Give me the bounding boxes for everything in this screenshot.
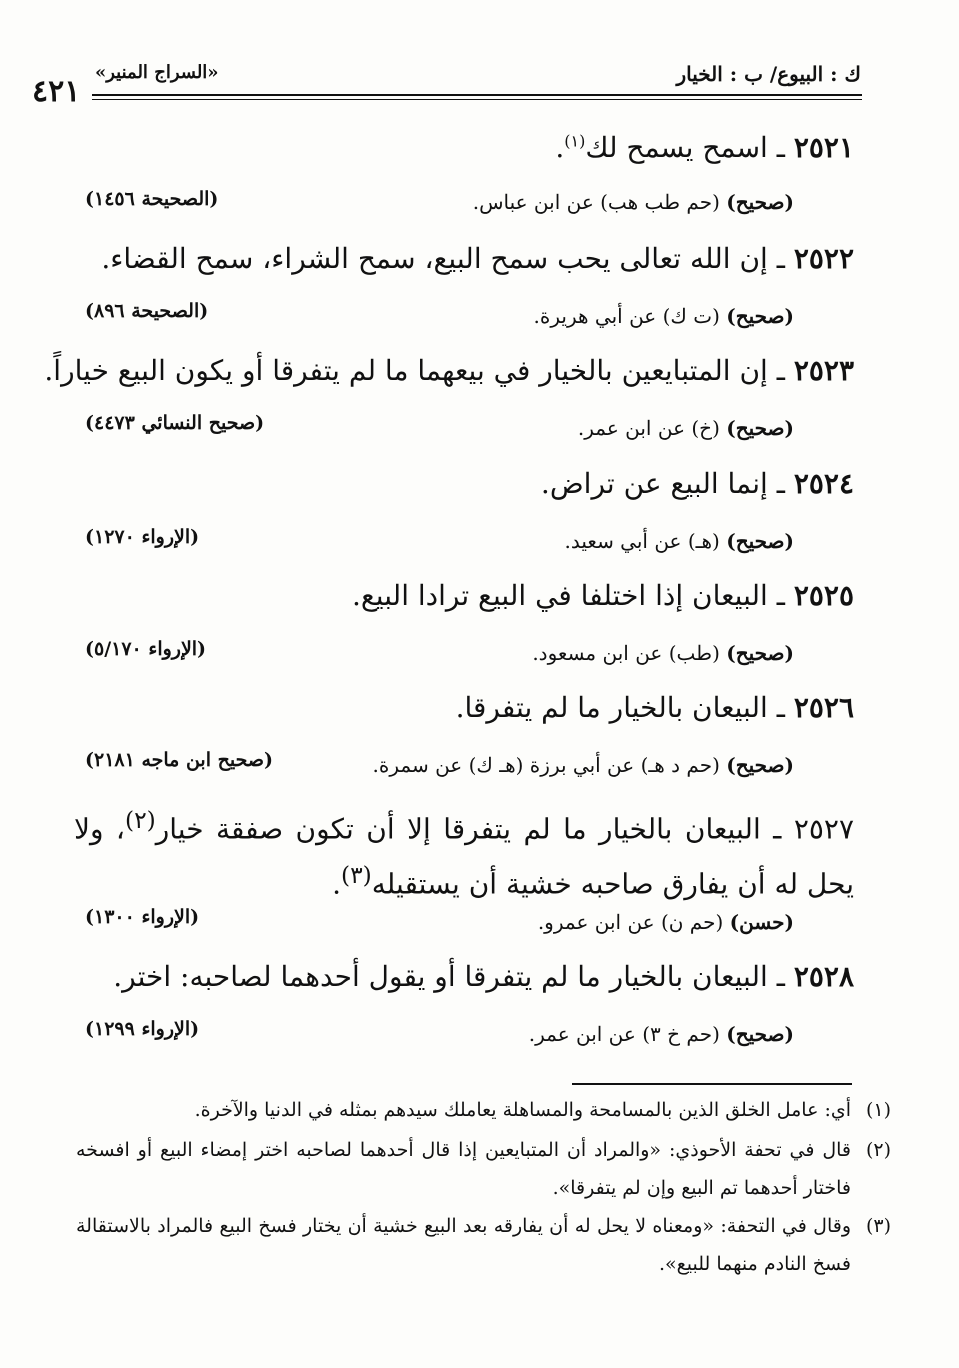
hadith-number: ٢٥٢٤ xyxy=(793,467,854,500)
footnote xyxy=(76,1131,891,1207)
hadith-body: اسمح يسمح لك xyxy=(585,131,768,164)
hadith-reference: (الصحيحة ١٤٥٦) xyxy=(85,188,219,210)
hadith-grade-line xyxy=(565,529,794,553)
header-rule xyxy=(92,94,862,96)
hadith-number: ٢٥٢٢ xyxy=(793,242,854,275)
hadith-body: إن المتبايعين بالخيار في بيعهما ما لم يتفرقا أو يكون البيع خياراً. xyxy=(44,354,768,387)
grade-label: (صحيح) xyxy=(726,304,794,328)
hadith-number: ٢٥٢٥ xyxy=(793,579,854,612)
hadith-sources: (حم طب هب) عن ابن عباس. xyxy=(472,190,720,214)
hadith-sources: (حم ن) عن ابن عمرو. xyxy=(537,910,724,934)
header-rule-thin xyxy=(92,99,862,100)
hadith-body: البيعان بالخيار ما لم يتفرقا إلا أن تكون صفقة خيار xyxy=(155,812,761,846)
footnote-separator xyxy=(572,1083,852,1085)
footnote xyxy=(76,1207,891,1283)
footnote-marker[interactable]: (٣) xyxy=(340,861,372,890)
grade-label: (حسن) xyxy=(729,910,794,934)
hadith-reference: (الإرواء ١٢٧٠) xyxy=(85,526,200,548)
hadith-sources: (هـ) عن أبي سعيد. xyxy=(564,529,720,553)
hadith-body-cont: ، ولا يحل له أن يفارق صاحبه خشية أن يستقيله xyxy=(74,812,854,901)
grade-label: (صحيح) xyxy=(726,753,794,777)
grade-label: (صحيح) xyxy=(726,1022,794,1046)
hadith-body: البيعان إذا اختلفا في البيع ترادا البيع. xyxy=(351,579,768,612)
footnote-text: أي: عامل الخلق الذين بالمسامحة والمساهلة يعاملك سيدهم بمثله في الدنيا والآخرة. xyxy=(194,1099,851,1121)
hadith-text: ٢٥٢٥ ـ البيعان إذا اختلفا في البيع ترادا البيع. xyxy=(351,579,854,612)
hadith-reference: (الإرواء ١٣٠٠) xyxy=(85,906,200,928)
footnote-marker[interactable]: (١) xyxy=(564,131,586,151)
grade-label: (صحيح) xyxy=(726,190,794,214)
hadith-text: ٢٥٢٧ ـ البيعان بالخيار ما لم يتفرقا إلا أن تكون صفقة خيار$^{(٢)}$، ولا يحل له أن يفارق صاحبه خشية أن يستقيله$^{(٣)}$. xyxy=(74,806,854,901)
hadith-number: ٢٥٢٦ xyxy=(793,691,854,724)
hadith-text: ٢٥٢٦ ـ البيعان بالخيار ما لم يتفرقا. xyxy=(455,691,854,724)
hadith-grade-line xyxy=(578,416,794,440)
hadith-body: البيعان بالخيار ما لم يتفرقا. xyxy=(455,691,768,724)
hadith-number: ٢٥٢٧ xyxy=(793,812,854,846)
hadith-text: ٢٥٢٣ ـ إن المتبايعين بالخيار في بيعهما ما لم يتفرقا أو يكون البيع خياراً. xyxy=(44,354,854,387)
footnote-number: (٢) xyxy=(865,1139,891,1161)
hadith-text: ٢٥٢١ ـ اسمح يسمح لك$^{(١)}$. xyxy=(555,131,854,164)
hadith-grade-line xyxy=(373,753,794,777)
hadith-grade-line xyxy=(529,1022,794,1046)
hadith-sources: (حم د هـ) عن أبي برزة (هـ ك) عن سمرة. xyxy=(372,753,720,777)
footnote-marker[interactable]: (٢) xyxy=(124,806,156,834)
hadith-grade-line xyxy=(532,641,794,665)
running-header-chapter: ك : البيوع/ ب : الخيار xyxy=(676,62,861,86)
page-number: ٤٢١ xyxy=(32,74,81,109)
hadith-sources: (ت ك) عن أبي هريرة. xyxy=(533,304,720,328)
footnote xyxy=(76,1091,891,1129)
hadith-number: ٢٥٢٨ xyxy=(793,960,854,993)
hadith-grade-line xyxy=(534,304,794,328)
footnote-text: قال في تحفة الأحوذي: «والمراد أن المتبايعين إذا قال أحدهما لصاحبه اختر إمضاء البيع أو افسخه فاختار أحدهما تم البيع وإن لم يتفرقا». xyxy=(76,1139,851,1199)
hadith-reference: (الصحيحة ٨٩٦) xyxy=(85,300,209,322)
footnote-number: (١) xyxy=(865,1099,891,1121)
running-header-book-title: «السراج المنير» xyxy=(95,62,219,83)
footnote-number: (٣) xyxy=(865,1215,891,1237)
grade-label: (صحيح) xyxy=(726,416,794,440)
hadith-reference: (الإرواء ١٢٩٩) xyxy=(85,1018,200,1040)
hadith-number: ٢٥٢١ xyxy=(793,131,854,164)
hadith-text: ٢٥٢٨ ـ البيعان بالخيار ما لم يتفرقا أو يقول أحدهما لصاحبه: اختر. xyxy=(113,960,854,993)
grade-label: (صحيح) xyxy=(726,529,794,553)
hadith-body: البيعان بالخيار ما لم يتفرقا أو يقول أحدهما لصاحبه: اختر. xyxy=(113,960,768,993)
hadith-body: إنما البيع عن تراض. xyxy=(540,467,768,500)
hadith-body: إن الله تعالى يحب سمح البيع، سمح الشراء، سمح القضاء. xyxy=(101,242,768,275)
hadith-reference: (صحيح النسائي ٤٤٧٣) xyxy=(85,412,265,434)
grade-label: (صحيح) xyxy=(726,641,794,665)
hadith-reference: (صحيح ابن ماجه ٢١٨١) xyxy=(85,749,273,771)
hadith-grade-line xyxy=(473,190,794,214)
hadith-number: ٢٥٢٣ xyxy=(793,354,854,387)
hadith-grade-line xyxy=(538,910,794,934)
hadith-sources: (طب) عن ابن مسعود. xyxy=(532,641,720,665)
hadith-reference: (الإرواء ٥/١٧٠) xyxy=(85,638,207,660)
footnote-text: وقال في التحفة: «ومعناه لا يحل له أن يفارقه بعد البيع خشية أن يختار فسخ البيع فالمراد بالاستقالة فسخ النادم منهما للبيع». xyxy=(76,1215,851,1275)
hadith-sources: (حم خ ٣) عن ابن عمر. xyxy=(528,1022,720,1046)
hadith-text: ٢٥٢٤ ـ إنما البيع عن تراض. xyxy=(540,467,854,500)
hadith-sources: (خ) عن ابن عمر. xyxy=(577,416,720,440)
hadith-text: ٢٥٢٢ ـ إن الله تعالى يحب سمح البيع، سمح الشراء، سمح القضاء. xyxy=(101,242,854,275)
